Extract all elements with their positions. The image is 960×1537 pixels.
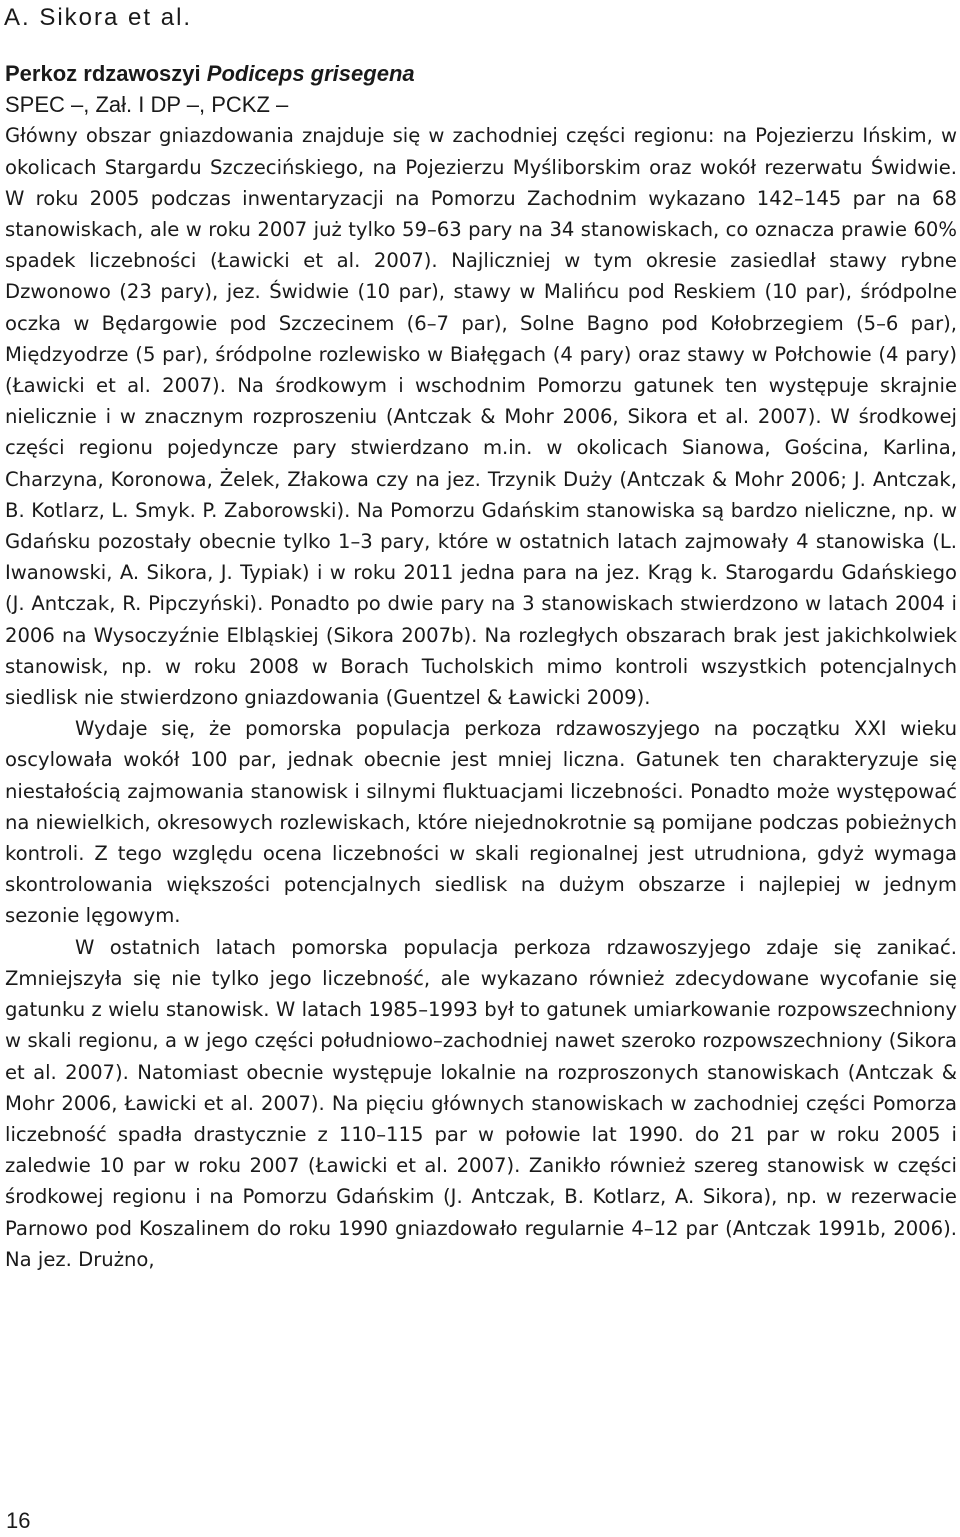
paragraph-population: Wydaje się, że pomorska populacja perkoza rdzawoszyjego na początku XXI wieku oscylowała wokół 100 par, jednak obecnie jest mniej liczna. Gatunek ten charakteryzuje się niestałością zajmowania stanowisk i silnymi fluktuacjami liczebności. Ponadto może występować na niewielkich, okresowych rozlewiskach, które niejednokrotnie są pomijane podczas pobieżnych kontroli. Z tego względu ocena liczebności w skali regionalnej jest utrudniona, gdyż wymaga skontrolowania większości potencjalnych siedlisk na dużym obszarze i najlepiej w jednym sezonie lęgowym. [5,717,957,928]
paragraph-decline: W ostatnich latach pomorska populacja perkoza rdzawoszyjego zdaje się zanikać. Zmniejszyła się nie tylko jego liczebność, ale wykazano również zdecydowane wycofanie się gatunku z wielu stanowisk. W latach 1985–1993 był to gatunek umiarkowanie rozpowszechniony w skali regionu, a w jego części południowo–zachodniej nawet szeroko rozpowszechniony (Sikora et al. 2007). Natomiast obecnie występuje lokalnie na rozproszonych stanowiskach (Antczak & Mohr 2006, Ławicki et al. 2007). Na pięciu głównych stanowiskach w zachodniej części Pomorza liczebność spadła drastycznie z 110–115 par w połowie lat 1990. do 21 par w roku 2005 i zaledwie 10 par w roku 2007 (Ławicki et al. 2007). Zanikło również szereg stanowisk w części środkowej regionu i na Pomorzu Gdańskim (J. Antczak, B. Kotlarz, A. Sikora), np. w rezerwacie Parnowo pod Koszalinem do roku 1990 gniazdowało regularnie 4–12 par (Antczak 1991b, 2006). Na jez. Drużno, [5,935,957,1271]
species-name-latin: Podiceps grisegena [206,61,415,86]
conservation-status: SPEC –, Zał. I DP –, PCKZ – [5,92,289,118]
running-head: A. Sikora et al. [4,4,193,31]
species-heading [5,58,957,89]
species-name-polish: Perkoz rdzawoszyi [5,61,201,86]
article-body [5,58,957,1275]
page-number: 16 [6,1508,31,1533]
paragraph-distribution: Główny obszar gniazdowania znajduje się w zachodniej części regionu: na Pojezierzu Ińskim, w okolicach Stargardu Szczecińskiego, na Pojezierzu Myśliborskim oraz wokół rezerwatu Świdwie. W roku 2005 podczas inwentaryzacji na Pomorzu Zachodnim wykazano 142–145 par na 68 stanowiskach, ale w roku 2007 już tylko 59–63 pary na 34 stanowiskach, co oznacza prawie 60% spadek liczebności (Ławicki et al. 2007). Najliczniej w tym okresie zasiedlał stawy rybne Dzwonowo (23 pary), jez. Świdwie (10 par), stawy w Malińcu pod Reskiem (10 par), śródpolne oczka w Będargowie pod Szczecinem (6–7 par), Solne Bagno pod Kołobrzegiem (5–6 par), Międzyodrze (5 par), śródpolne rozlewisko w Białęgach (4 pary) oraz stawy w Połchowie (4 pary) (Ławicki et al. 2007). Na środkowym i wschodnim Pomorzu gatunek ten występuje skrajnie nielicznie i w znacznym rozproszeniu (Antczak & Mohr 2006, Sikora et al. 2007). W środkowej części regionu pojedyncze pary stwierdzano m.in. w okolicach Sianowa, Gościna, Karlina, Charzyna, Koronowa, Żelek, Złakowa czy na jez. Trzynik Duży (Antczak & Mohr 2006; J. Antczak, B. Kotlarz, L. Smyk. P. Zaborowski). Na Pomorzu Gdańskim stanowiska są bardzo nieliczne, np. w Gdańsku pozostały obecnie tylko 1–3 pary, które w ostatnich latach zajmowały 4 stanowiska (L. Iwanowski, A. Sikora, J. Typiak) i w roku 2011 jedna para na jez. Krąg k. Starogardu Gdańskiego (J. Antczak, R. Pipczyński). Ponadto po dwie pary na 3 stanowiskach stwierdzono w latach 2004 i 2006 na Wysoczyźnie Elbląskiej (Sikora 2007b). Na rozległych obszarach brak jest jakichkolwiek stanowisk, np. w roku 2008 w Borach Tucholskich mimo kontroli wszystkich potencjalnych siedlisk nie stwierdzono gniazdowania (Guentzel & Ławicki 2009). [5,124,957,710]
